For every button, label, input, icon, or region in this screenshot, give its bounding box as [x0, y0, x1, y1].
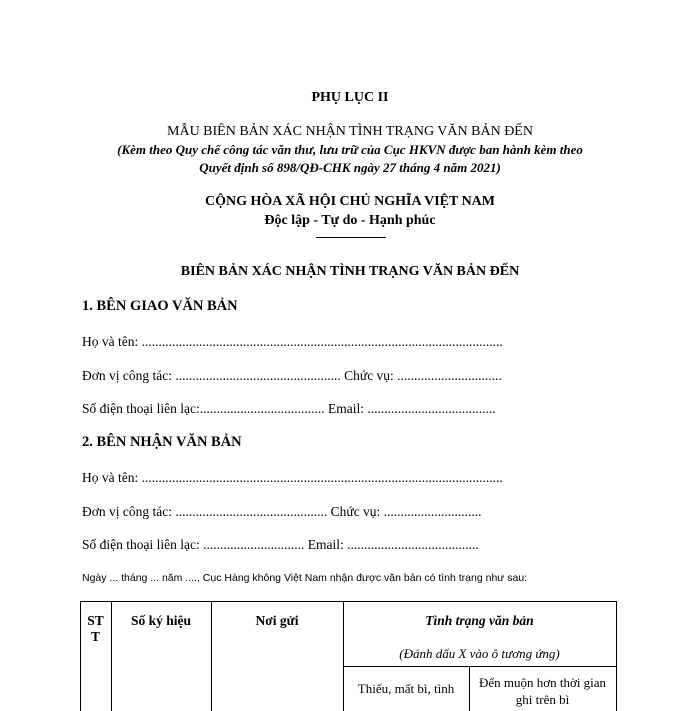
attachment-note-line-1: (Kèm theo Quy chế công tác văn thư, lưu trữ của Cục HKVN được ban hành kèm theo — [117, 142, 583, 157]
national-motto: Độc lập - Tự do - Hạnh phúc — [264, 213, 436, 228]
column-status-hint: (Đánh dấu X vào ô tương ứng) — [399, 646, 560, 661]
subcolumn-late-line-1: Đến muộn hơn thời gian — [478, 675, 607, 690]
stt-line-1: ST — [87, 613, 104, 628]
subcolumn-late-line-2: ghi trên bì — [515, 691, 570, 707]
column-header-number: Số ký hiệu — [130, 613, 192, 628]
status-table — [80, 601, 617, 711]
form-title: MẪU BIÊN BẢN XÁC NHẬN TÌNH TRẠNG VĂN BẢN ĐẾN — [167, 124, 533, 139]
sender-heading: 1. BÊN GIAO VĂN BẢN — [82, 298, 238, 314]
sender-unit-field[interactable]: Đơn vị công tác: ................................................. Chức vụ: ............................... — [82, 368, 502, 383]
receiver-unit-field[interactable]: Đơn vị công tác: ............................................. Chức vụ: ............................. — [82, 504, 482, 519]
receiver-phone-field[interactable]: Số điện thoại liên lạc: .............................. Email: ....................................... — [82, 537, 479, 552]
sender-phone-field[interactable]: Số điện thoại liên lạc:..................................... Email: ...................................... — [82, 401, 496, 416]
attachment-note-line-2: Quyết định số 898/QĐ-CHK ngày 27 tháng 4 năm 2021) — [199, 160, 501, 175]
column-header-stt — [80, 613, 111, 644]
subcolumn-late — [469, 675, 616, 709]
motto-underline — [316, 237, 386, 238]
column-header-status: Tình trạng văn bản — [425, 613, 534, 628]
table-top-border — [80, 601, 617, 602]
table-right-border — [616, 601, 617, 711]
appendix-label: PHỤ LỤC II — [311, 90, 389, 105]
document-title: BIÊN BẢN XÁC NHẬN TÌNH TRẠNG VĂN BẢN ĐẾN — [180, 264, 520, 279]
column-header-sender: Nơi gửi — [255, 613, 299, 628]
receiver-heading: 2. BÊN NHẬN VĂN BẢN — [82, 434, 242, 450]
subcolumn-missing: Thiếu, mất bì, tình — [357, 681, 455, 696]
sender-name-field[interactable]: Họ và tên: ........................................................................................................... — [82, 334, 503, 349]
stt-line-2: T — [90, 628, 100, 644]
status-subheader-line — [343, 666, 616, 667]
receiver-name-field[interactable]: Họ và tên: ........................................................................................................... — [82, 470, 503, 485]
national-title: CỘNG HÒA XÃ HỘI CHỦ NGHĨA VIỆT NAM — [204, 194, 495, 209]
receipt-statement: Ngày ... tháng ... năm ...., Cục Hàng không Việt Nam nhận được văn bản có tình trạng như sau: — [82, 572, 528, 584]
